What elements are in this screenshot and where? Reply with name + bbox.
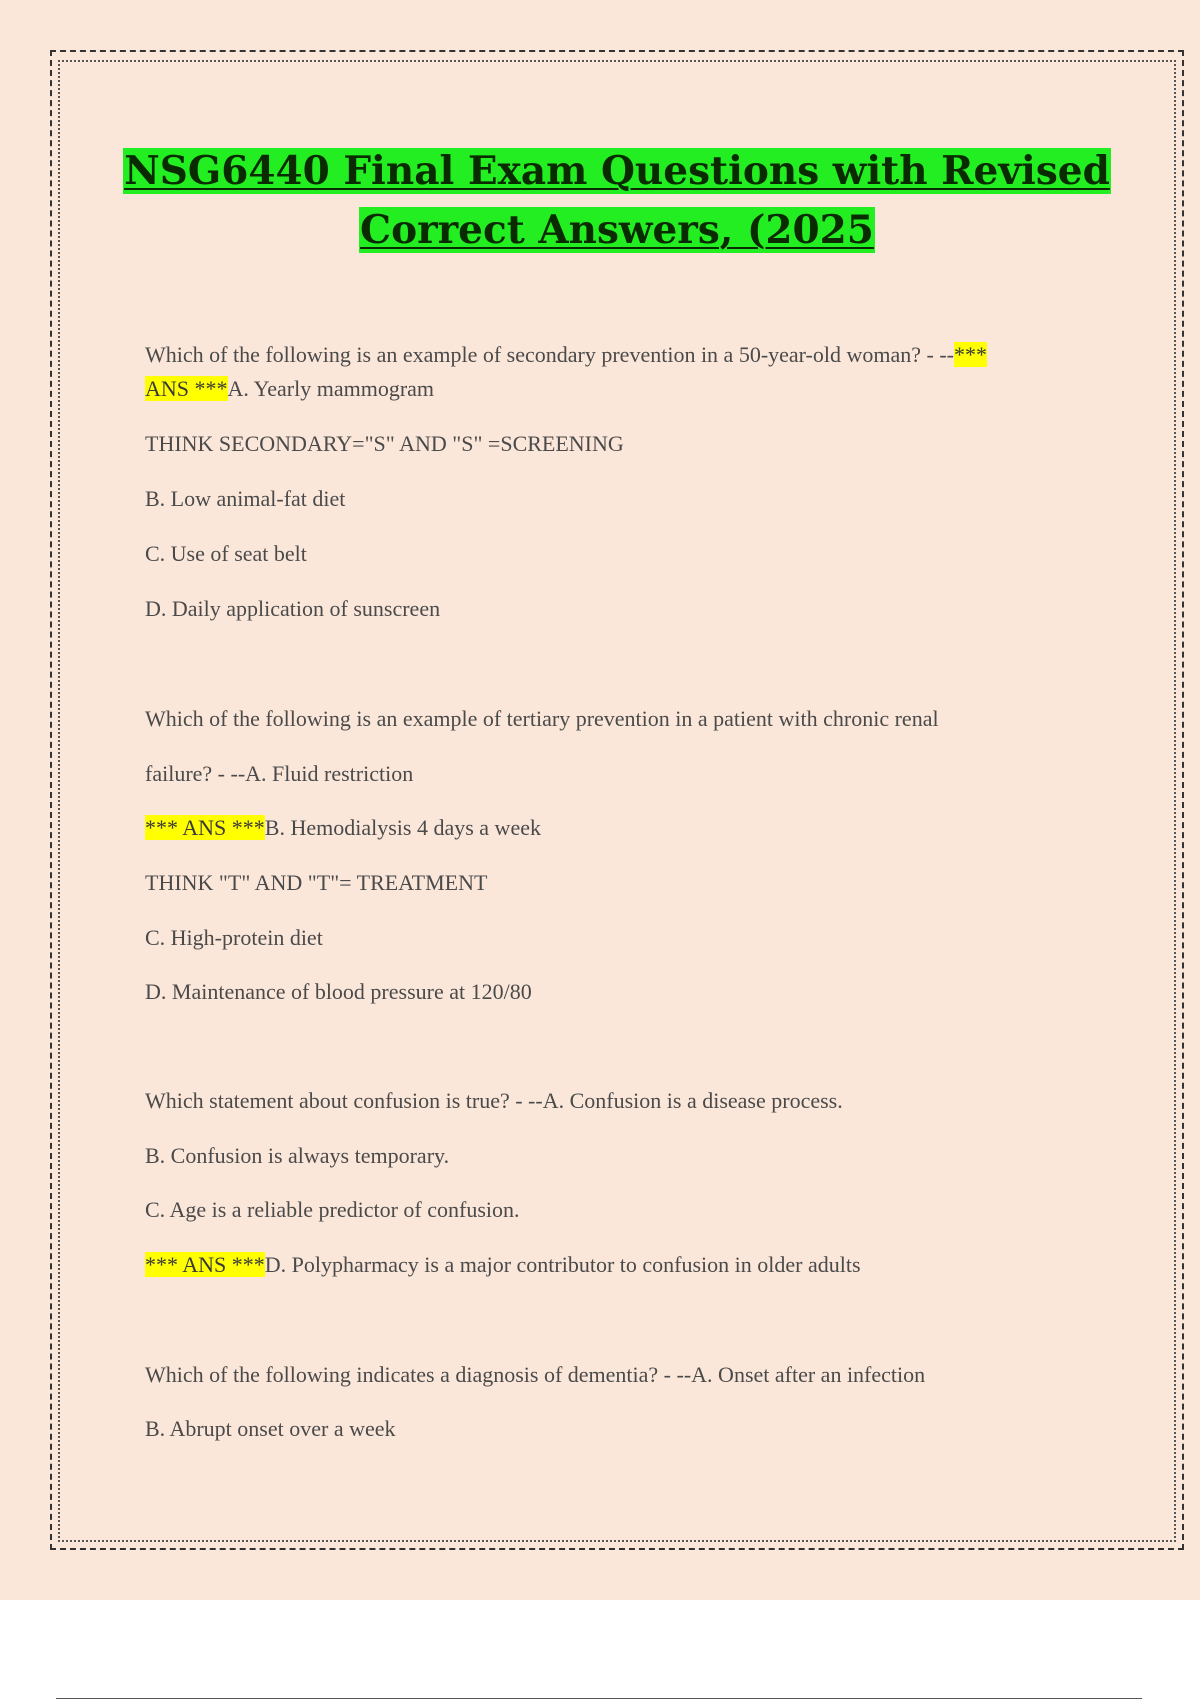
question-3-option-b: B. Confusion is always temporary. [145,1143,450,1168]
correct-answer: B. Hemodialysis 4 days a week [264,815,541,840]
question-2-hint: THINK "T" AND "T"= TREATMENT [145,870,488,895]
question-3-text: Which statement about confusion is true? - --A. Confusion is a disease process. [145,1088,843,1113]
footer-divider [56,1698,1142,1699]
title-line-2: Correct Answers, (2025 [360,207,874,253]
answer-marker: *** ANS *** [145,815,265,840]
question-1-hint: THINK SECONDARY="S" AND "S" =SCREENING [145,431,624,456]
answer-marker: ANS *** [145,376,228,401]
question-2-option-d: D. Maintenance of blood pressure at 120/80 [145,979,532,1004]
question-2-text: Which of the following is an example of tertiary prevention in a patient with chronic renal [145,706,939,731]
question-1-text [145,338,987,372]
question-3-option-c: C. Age is a reliable predictor of confusion. [145,1197,520,1222]
question-1-option-b: B. Low animal-fat diet [145,486,346,511]
question-1-option-d: D. Daily application of sunscreen [145,596,441,621]
question-2-text-continued: failure? - --A. Fluid restriction [145,761,414,786]
question-1-stem: Which of the following is an example of secondary prevention in a 50-year-old woman? - -- [145,342,955,367]
question-1-answer [145,372,434,406]
answer-marker: *** [954,342,988,367]
correct-answer: A. Yearly mammogram [227,376,435,401]
question-4-text: Which of the following indicates a diagnosis of dementia? - --A. Onset after an infection [145,1362,926,1387]
question-2-option-c: C. High-protein diet [145,925,323,950]
question-2-answer [145,811,541,845]
correct-answer: D. Polypharmacy is a major contributor to confusion in older adults [264,1252,861,1277]
question-1-option-c: C. Use of seat belt [145,541,307,566]
page-border-inner [58,60,1176,1542]
title-line-1: NSG6440 Final Exam Questions with Revised [124,148,1110,194]
question-3-answer [145,1248,861,1282]
question-4-option-b: B. Abrupt onset over a week [145,1416,396,1441]
answer-marker: *** ANS *** [145,1252,265,1277]
document-title [120,142,1114,260]
